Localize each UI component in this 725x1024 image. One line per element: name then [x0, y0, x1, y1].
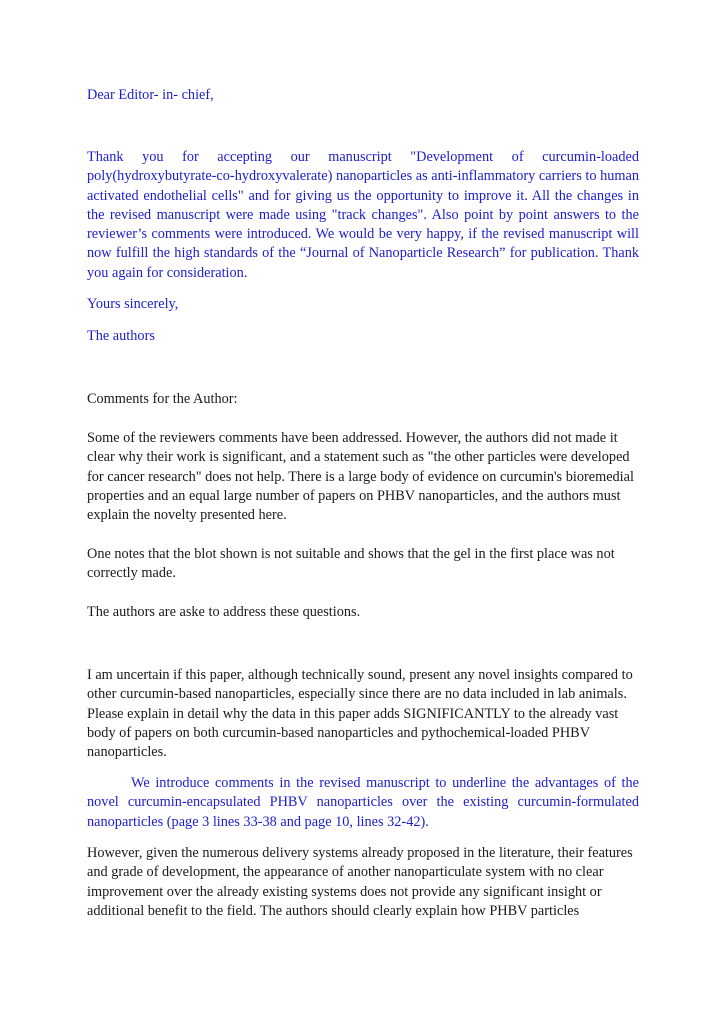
- reviewer-comment-novelty: I am uncertain if this paper, although technically sound, present any novel insights compared to other curcumin-based nanoparticles, especially since there are no data included in lab animals. Please explain in detail why the data in this paper adds SIGNIFICANTLY to the already vast body of papers on both curcumin-based nanoparticles and pythochemical-loaded PHBV nanoparticles.: [87, 667, 633, 761]
- reviewer-comment-address: The authors are aske to address these questions.: [87, 604, 361, 620]
- reviewer-comment-blot: One notes that the blot shown is not suitable and shows that the gel in the first place was not correctly made.: [87, 546, 615, 582]
- signature: The authors: [87, 328, 155, 344]
- reviewer-comment-delivery-systems: However, given the numerous delivery systems already proposed in the literature, their features and grade of development, the appearance of another nanoparticulate system with no clear improvement over the already existing systems does not provide any significant insight or additional benefit to the field. The authors should clearly explain how PHBV particles: [87, 845, 633, 919]
- salutation: Dear Editor- in- chief,: [87, 87, 214, 103]
- comments-heading: Comments for the Author:: [87, 391, 238, 407]
- reviewer-comment-significance: Some of the reviewers comments have been addressed. However, the authors did not made it clear why their work is significant, and a statement such as "the other particles were developed for cancer research" does not help. There is a large body of evidence on curcumin's bioremedial properties and an equal large number of papers on PHBV nanoparticles, and the authors must explain the novelty presented here.: [87, 430, 634, 524]
- closing: Yours sincerely,: [87, 296, 179, 312]
- cover-letter-body: Thank you for accepting our manuscript "Development of curcumin-loaded poly(hydroxybutyrate-co-hydroxyvalerate) nanoparticles as anti-inflammatory carriers to human activated endothelial cells" and for giving us the opportunity to improve it. All the changes in the revised manuscript were made using "track changes". Also point by point answers to the reviewer’s comments were introduced. We would be very happy, if the revised manuscript will now fulfill the high standards of the “Journal of Nanoparticle Research” for publication. Thank you again for consideration.: [87, 149, 639, 281]
- author-response-novelty: We introduce comments in the revised manuscript to underline the advantages of the novel curcumin-encapsulated PHBV nanoparticles over the existing curcumin-formulated nanoparticles (page 3 lines 33-38 and page 10, lines 32-42).: [87, 775, 639, 830]
